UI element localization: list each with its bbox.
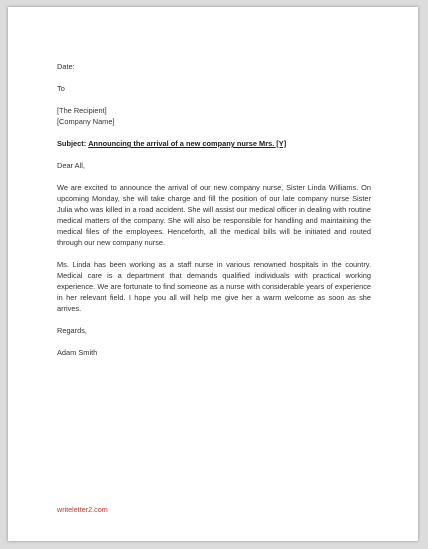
subject-text: Announcing the arrival of a new company nurse Mrs. [Y] (88, 139, 287, 148)
subject-label: Subject: (57, 139, 87, 148)
company-placeholder: [Company Name] (57, 117, 115, 126)
document-page (8, 7, 418, 541)
date-label: Date: (57, 62, 75, 71)
letter-body (57, 61, 371, 358)
salutation: Dear All, (57, 161, 85, 170)
subject-line (57, 138, 371, 149)
paragraph-2: Ms. Linda has been working as a staff nurse in various renowned hospitals in the country. Medical care is a department that demands qualified individuals with practical working experience. We are fortunate to find someone as a nurse with considerable years of experience in her relevant field. I hope you all will help me give her a warm welcome as soon as she arrives. (57, 260, 371, 313)
footer-site-link[interactable]: writeletter2.com (57, 505, 108, 514)
recipient-placeholder: [The Recipient] (57, 106, 107, 115)
closing: Regards, (57, 326, 87, 335)
paragraph-1: We are excited to announce the arrival of our new company nurse, Sister Linda Williams. On upcoming Monday, she will take charge and fill the position of our late company nurse Sister Julia who was killed in a road accident. She will assist our medical officer in dealing with routine medical matters of the company. She will also be responsible for handling and maintaining the medical files of the employees. Henceforth, all the medical bills will be initiated and routed through our new company nurse. (57, 183, 371, 247)
signature: Adam Smith (57, 348, 98, 357)
to-label: To (57, 84, 65, 93)
